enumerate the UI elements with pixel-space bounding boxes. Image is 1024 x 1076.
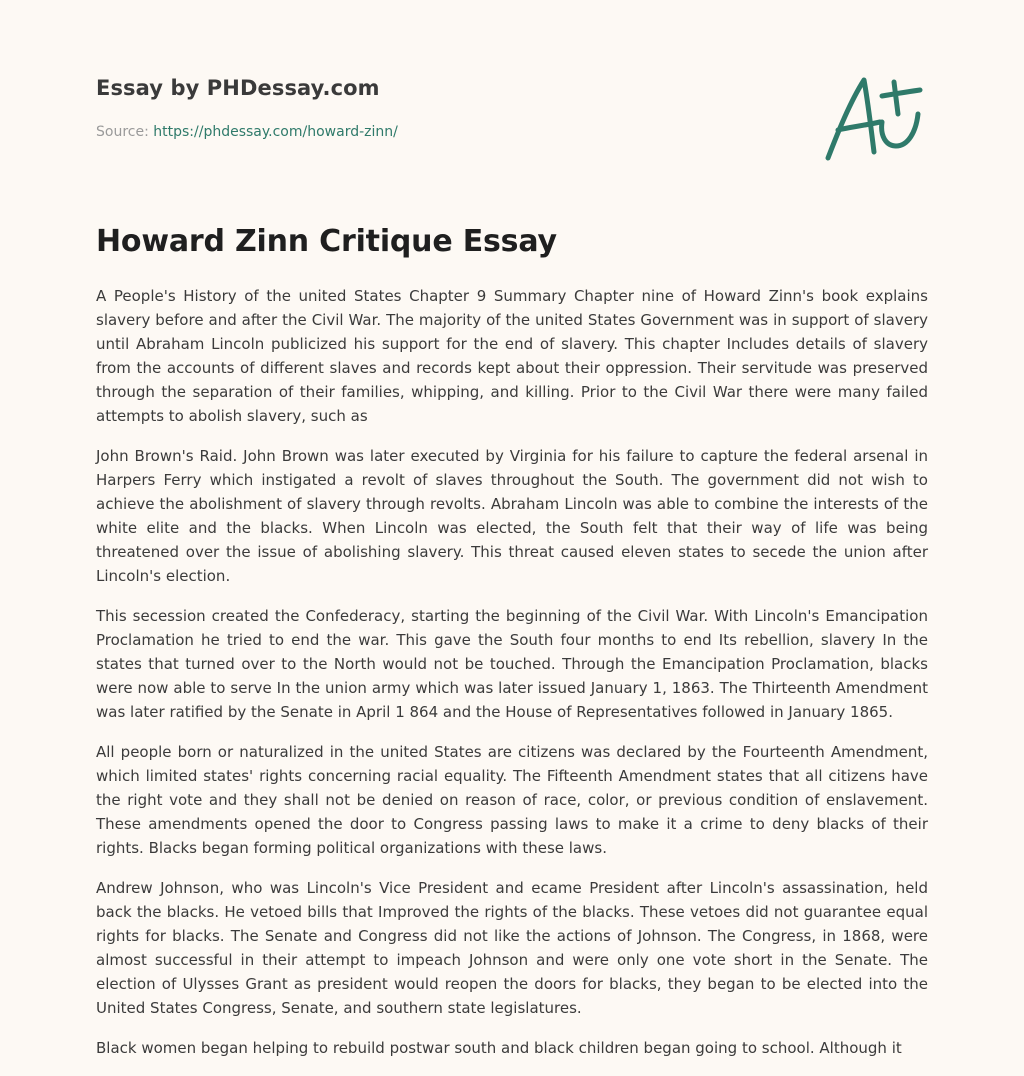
essay-paragraph: Andrew Johnson, who was Lincoln's Vice President and ecame President after Lincoln's assassination, held back the blacks. He vetoed bills that Improved the rights of the blacks. These vetoes did not guarantee equal rights for blacks. The Senate and Congress did not like the actions of Johnson. The Congress, in 1868, were almost successful in their attempt to impeach Johnson and were only one vote short in the Senate. The election of Ulysses Grant as president would reopen the doors for blacks, they began to be elected into the United States Congress, Senate, and southern state legislatures. (96, 879, 928, 1017)
essay-body (96, 284, 928, 1076)
a-plus-logo-icon (824, 66, 928, 166)
brand-title: Essay by PHDessay.com (96, 76, 380, 100)
source-label: Source: (96, 124, 154, 140)
source-link[interactable]: https://phdessay.com/howard-zinn/ (153, 124, 398, 140)
essay-paragraph: This secession created the Confederacy, starting the beginning of the Civil War. With Lincoln's Emancipation Proclamation he tried to end the war. This gave the South four months to end Its rebellion, slavery In the states that turned over to the North would not be touched. Through the Emancipation Proclamation, blacks were now able to serve In the union army which was later issued January 1, 1863. The Thirteenth Amendment was later ratified by the Senate in April 1 864 and the House of Representatives followed in January 1865. (96, 607, 928, 721)
essay-paragraph: All people born or naturalized in the united States are citizens was declared by the Fourteenth Amendment, which limited states' rights concerning racial equality. The Fifteenth Amendment states that all citizens have the right vote and they shall not be denied on reason of race, color, or previous condition of enslavement. These amendments opened the door to Congress passing laws to make it a crime to deny blacks of their rights. Blacks began forming political organizations with these laws. (96, 743, 928, 857)
essay-paragraph: Black women began helping to rebuild postwar south and black children began going to school. Although it (96, 1039, 902, 1057)
source-line (96, 124, 398, 140)
page-header (96, 0, 928, 200)
essay-title: Howard Zinn Critique Essay (96, 224, 557, 259)
essay-paragraph: A People's History of the united States Chapter 9 Summary Chapter nine of Howard Zinn's book explains slavery before and after the Civil War. The majority of the united States Government was in support of slavery until Abraham Lincoln publicized his support for the end of slavery. This chapter Includes details of slavery from the accounts of different slaves and records kept about their oppression. Their servitude was preserved through the separation of their families, whipping, and killing. Prior to the Civil War there were many failed attempts to abolish slavery, such as (96, 287, 928, 425)
essay-paragraph: John Brown's Raid. John Brown was later executed by Virginia for his failure to capture the federal arsenal in Harpers Ferry which instigated a revolt of slaves throughout the South. The government did not wish to achieve the abolishment of slavery through revolts. Abraham Lincoln was able to combine the interests of the white elite and the blacks. When Lincoln was elected, the South felt that their way of life was being threatened over the issue of abolishing slavery. This threat caused eleven states to secede the union after Lincoln's election. (96, 447, 928, 585)
document-page (96, 0, 928, 1057)
